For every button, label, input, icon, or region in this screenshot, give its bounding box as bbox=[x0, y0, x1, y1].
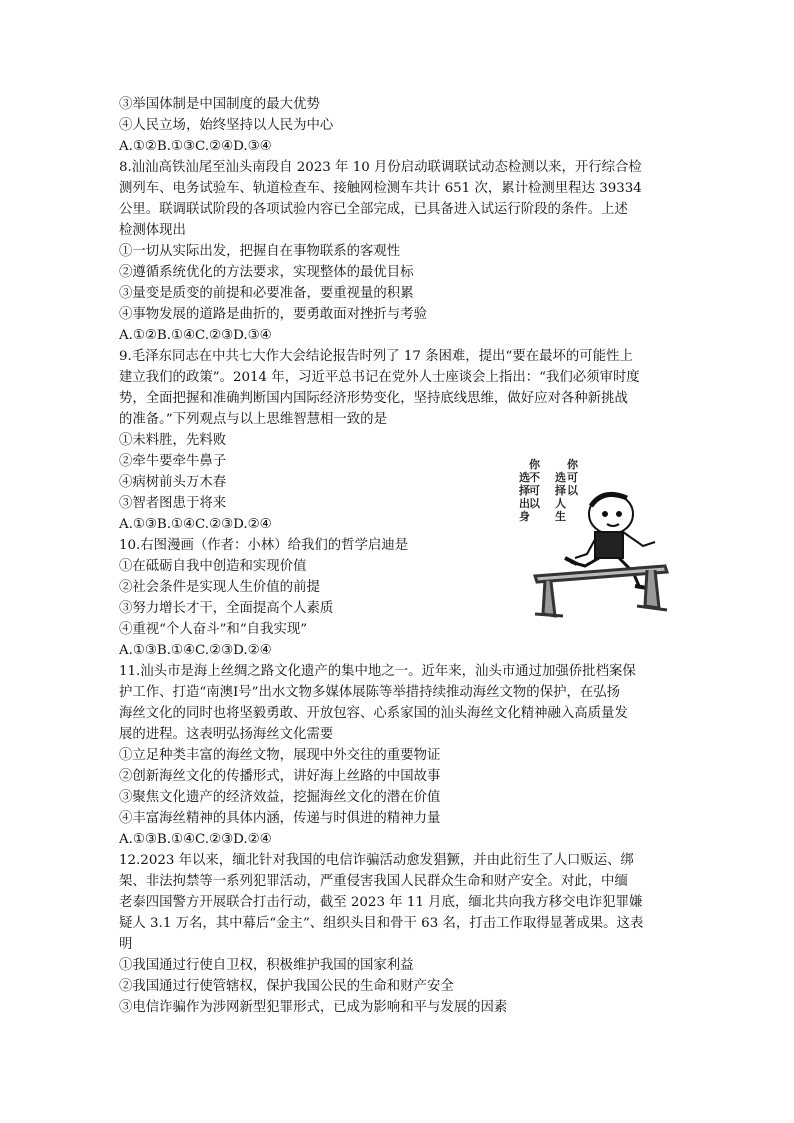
sign-left-char: 出 bbox=[519, 497, 530, 510]
sign-right-char: 以 bbox=[567, 484, 578, 497]
text-line: ③电信诈骗作为涉网新型犯罪形式，已成为影响和平与发展的因素 bbox=[119, 1000, 508, 1015]
text-line: A.①②B.①④C.②③D.③④ bbox=[119, 328, 272, 343]
text-line: ③聚焦文化遗产的经济效益，挖掘海丝文化的潜在价值 bbox=[119, 790, 441, 805]
text-line: ③量变是质变的前提和必要准备，要重视量的积累 bbox=[119, 286, 414, 301]
text-line: ③智者图患于将来 bbox=[119, 496, 227, 511]
sign-left-char: 不 bbox=[529, 471, 540, 484]
sign-left-char: 选 bbox=[519, 471, 530, 484]
sign-left-char: 可 bbox=[529, 484, 540, 497]
text-line: 护工作、打造“南澳Ⅰ号”出水文物多媒体展陈等举措持续推动海丝文物的保护，在弘扬 bbox=[119, 685, 621, 700]
text-line: A.①③B.①④C.②③D.②④ bbox=[119, 643, 272, 658]
text-line: 测列车、电务试验车、轨道检查车、接触网检测车共计 651 次，累计检测里程达 39334 bbox=[119, 181, 642, 196]
text-line: ④事物发展的道路是曲折的，要勇敢面对挫折与考验 bbox=[119, 307, 427, 322]
sign-left-char: 择 bbox=[519, 484, 530, 497]
text-line: ②牵牛要牵牛鼻子 bbox=[119, 454, 227, 469]
text-line: 老泰四国警方开展联合打击行动，截至 2023 年 11 月底，缅北共向我方移交电诈犯罪嫌 bbox=[119, 895, 643, 910]
text-line: ①一切从实际出发，把握自在事物联系的客观性 bbox=[119, 244, 401, 259]
text-line: 明 bbox=[119, 937, 133, 952]
text-line: 公里。联调联试阶段的各项试验内容已全部完成，已具备进入试运行阶段的条件。上述 bbox=[119, 202, 628, 217]
sign-right-char: 生 bbox=[555, 510, 566, 523]
text-line: 12.2023 年以来，缅北针对我国的电信诈骗活动愈发猖獗，并由此衍生了人口贩运、绑 bbox=[119, 853, 634, 868]
text-line: A.①③B.①④C.②③D.②④ bbox=[119, 517, 272, 532]
sign-right-char: 择 bbox=[555, 484, 566, 497]
text-line: ②我国通过行使管辖权，保护我国公民的生命和财产安全 bbox=[119, 979, 454, 994]
sign-right-char: 人 bbox=[555, 497, 566, 510]
text-line: ②遵循系统优化的方法要求，实现整体的最优目标 bbox=[119, 265, 414, 280]
text-line: ④病树前头万木春 bbox=[119, 475, 227, 490]
text-line: ①立足种类丰富的海丝文物，展现中外交往的重要物证 bbox=[119, 748, 441, 763]
text-line: ④人民立场，始终坚持以人民为中心 bbox=[119, 118, 334, 133]
sign-right-char: 你 bbox=[567, 458, 578, 471]
sign-left-char: 身 bbox=[519, 510, 530, 523]
text-line: ②创新海丝文化的传播形式，讲好海上丝路的中国故事 bbox=[119, 769, 441, 784]
text-line: 的准备。”下列观点与以上思维智慧相一致的是 bbox=[119, 412, 387, 427]
text-line: ②社会条件是实现人生价值的前提 bbox=[119, 580, 320, 595]
text-line: ①未料胜，先料败 bbox=[119, 433, 227, 448]
sign-right-char: 选 bbox=[555, 471, 566, 484]
text-line: ①我国通过行使自卫权，积极维护我国的国家利益 bbox=[119, 958, 414, 973]
text-line: ④丰富海丝精神的具体内涵，传递与时俱进的精神力量 bbox=[119, 811, 441, 826]
sign-left-char: 以 bbox=[529, 497, 540, 510]
text-line: 8.汕汕高铁汕尾至汕头南段自 2023 年 10 月份启动联调联试动态检测以来，开行综合检 bbox=[119, 160, 642, 175]
text-line: ①在砥砺自我中创造和实现价值 bbox=[119, 559, 307, 574]
text-line: 9.毛泽东同志在中共七大作大会结论报告时列了 17 条困难，提出“要在最坏的可能性上 bbox=[119, 349, 633, 364]
text-line: ④重视“个人奋斗”和“自我实现” bbox=[119, 622, 308, 637]
cartoon-sign-left bbox=[518, 457, 541, 523]
sign-right-char: 可 bbox=[567, 471, 578, 484]
hurdle-bar bbox=[535, 566, 667, 616]
text-line: 海丝文化的同时也将坚毅勇敢、开放包容、心系家国的汕头海丝文化精神融入高质量发 bbox=[119, 706, 628, 721]
text-line: 建立我们的政策”。2014 年，习近平总书记在党外人士座谈会上指出：“我们必须审时度 bbox=[119, 370, 640, 385]
text-line: 势，全面把握和准确判断国内国际经济形势变化，坚持底线思维，做好应对各种新挑战 bbox=[119, 391, 628, 406]
text-line: A.①②B.①③C.②④D.③④ bbox=[119, 139, 272, 154]
cartoon-illustration bbox=[515, 454, 675, 624]
cartoon-sign-right bbox=[554, 457, 579, 523]
text-line: 11.汕头市是海上丝绸之路文化遗产的集中地之一。近年来，汕头市通过加强侨批档案保 bbox=[119, 664, 636, 679]
text-line: ③举国体制是中国制度的最大优势 bbox=[119, 97, 320, 112]
text-line: 架、非法拘禁等一系列犯罪活动，严重侵害我国人民群众生命和财产安全。对此，中缅 bbox=[119, 874, 628, 889]
text-line: ③努力增长才干，全面提高个人素质 bbox=[119, 601, 334, 616]
sign-left-char: 你 bbox=[529, 458, 540, 471]
text-line: 检测体现出 bbox=[119, 223, 186, 238]
text-line: A.①③B.①④C.②③D.②④ bbox=[119, 832, 272, 847]
text-line: 展的进程。这表明弘扬海丝文化需要 bbox=[119, 727, 334, 742]
text-line: 10.右图漫画（作者：小林）给我们的哲学启迪是 bbox=[119, 538, 409, 553]
text-line: 疑人 3.1 万名，其中幕后“金主”、组织头目和骨干 63 名，打击工作取得显著成果。这表 bbox=[119, 916, 644, 931]
